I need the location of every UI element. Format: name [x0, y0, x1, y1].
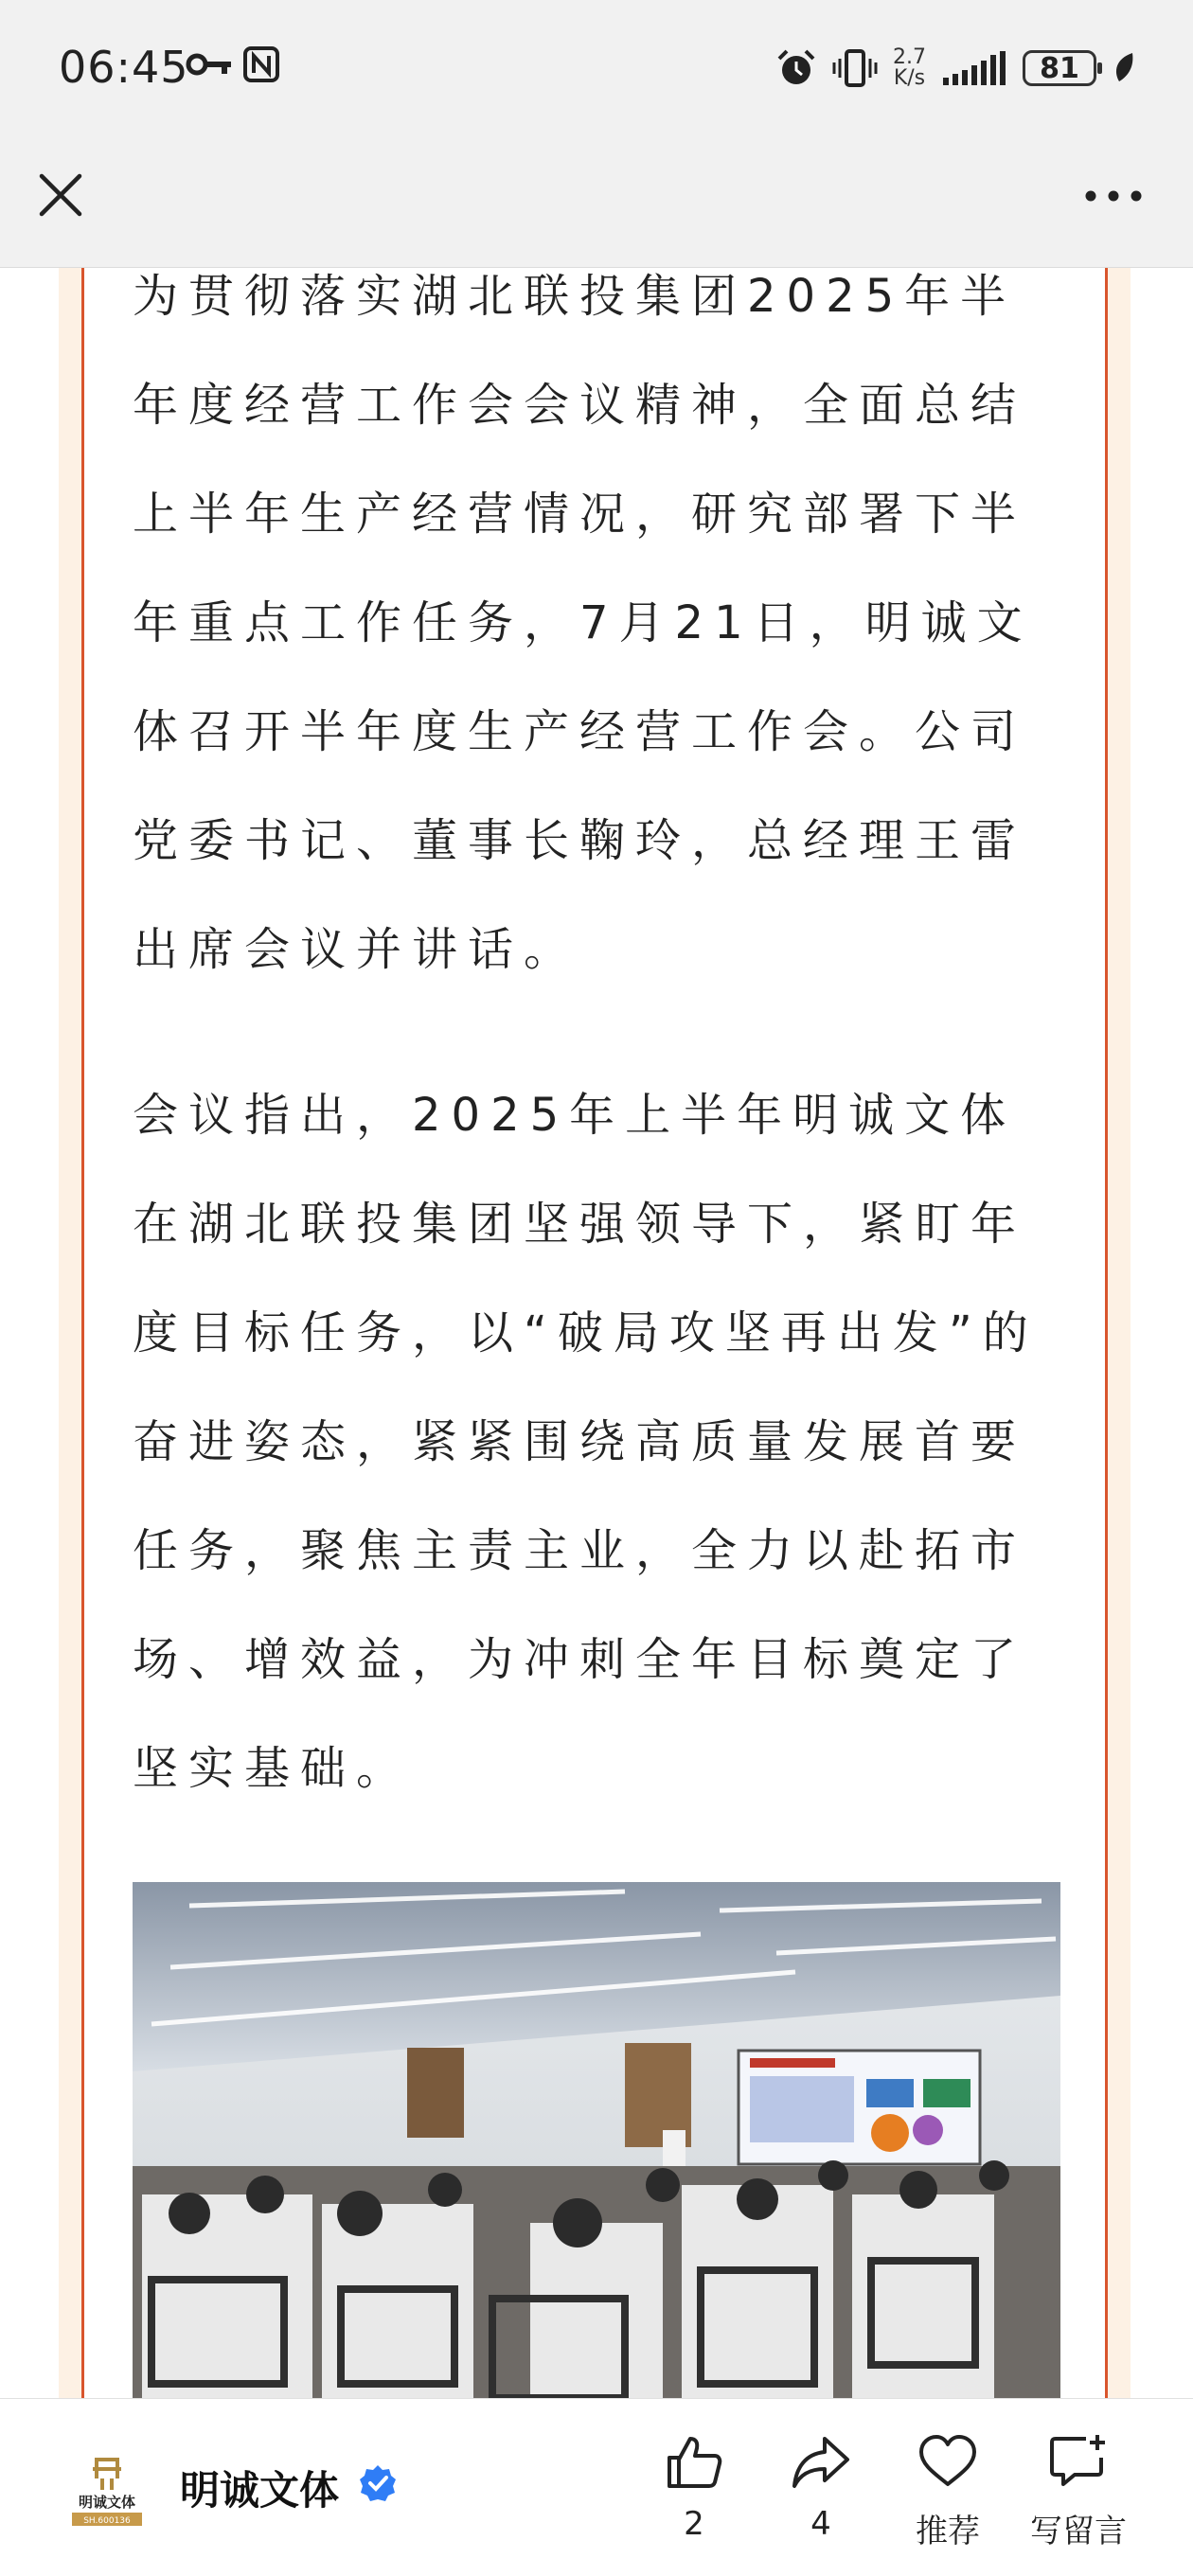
account-logo[interactable]	[68, 2454, 146, 2528]
article-paragraph-2: 会议指出，2025年上半年明诚文体在湖北联投集团坚强领导下，紧盯年度目标任务，以“破局攻坚再出发”的奋进姿态，紧紧围绕高质量发展首要任务，聚焦主责主业，全力以赴拓市场、增效益，为冲刺全年目标奠定了坚实基础。	[133, 1089, 1039, 1795]
leaf-icon	[1112, 51, 1136, 85]
vibrate-icon	[832, 47, 878, 89]
share-button[interactable]	[759, 2433, 882, 2543]
article-paragraph-1: 为贯彻落实湖北联投集团2025年半年度经营工作会会议精神，全面总结上半年生产经营情况，研究部署下半年重点工作任务，7月21日，明诚文体召开半年度生产经营工作会。公司党委书记、董事长鞠玲，总经理王雷出席会议并讲话。	[133, 270, 1033, 976]
comment-label: 写留言	[1030, 2513, 1127, 2550]
more-icon[interactable]	[1083, 182, 1144, 210]
comment-add-icon	[1048, 2433, 1109, 2490]
recommend-button[interactable]	[886, 2433, 1009, 2551]
key-icon	[186, 45, 233, 83]
heart-icon	[917, 2433, 978, 2490]
like-count: 2	[684, 2505, 704, 2543]
network-speed: 2.7 K/s	[893, 45, 926, 90]
meeting-photo[interactable]	[133, 1882, 1060, 2398]
share-count: 4	[810, 2505, 831, 2543]
status-time: 06:45	[59, 42, 189, 93]
recommend-label: 推荐	[916, 2513, 980, 2550]
close-icon[interactable]	[36, 170, 85, 220]
logo-code: SH.600136	[83, 2516, 131, 2526]
comment-button[interactable]	[1017, 2433, 1140, 2551]
thumbs-up-icon	[664, 2433, 724, 2490]
bottom-bar	[0, 2398, 1193, 2576]
signal-icon	[941, 49, 1007, 87]
status-bar	[0, 0, 1193, 133]
like-button[interactable]	[632, 2433, 756, 2543]
share-icon	[791, 2433, 851, 2490]
alarm-icon	[775, 47, 817, 89]
logo-text: 明诚文体	[78, 2494, 136, 2511]
account-name[interactable]: 明诚文体	[180, 2467, 340, 2514]
battery-indicator: 81	[1023, 50, 1096, 86]
verified-icon	[358, 2463, 398, 2503]
nfc-icon	[242, 45, 280, 83]
